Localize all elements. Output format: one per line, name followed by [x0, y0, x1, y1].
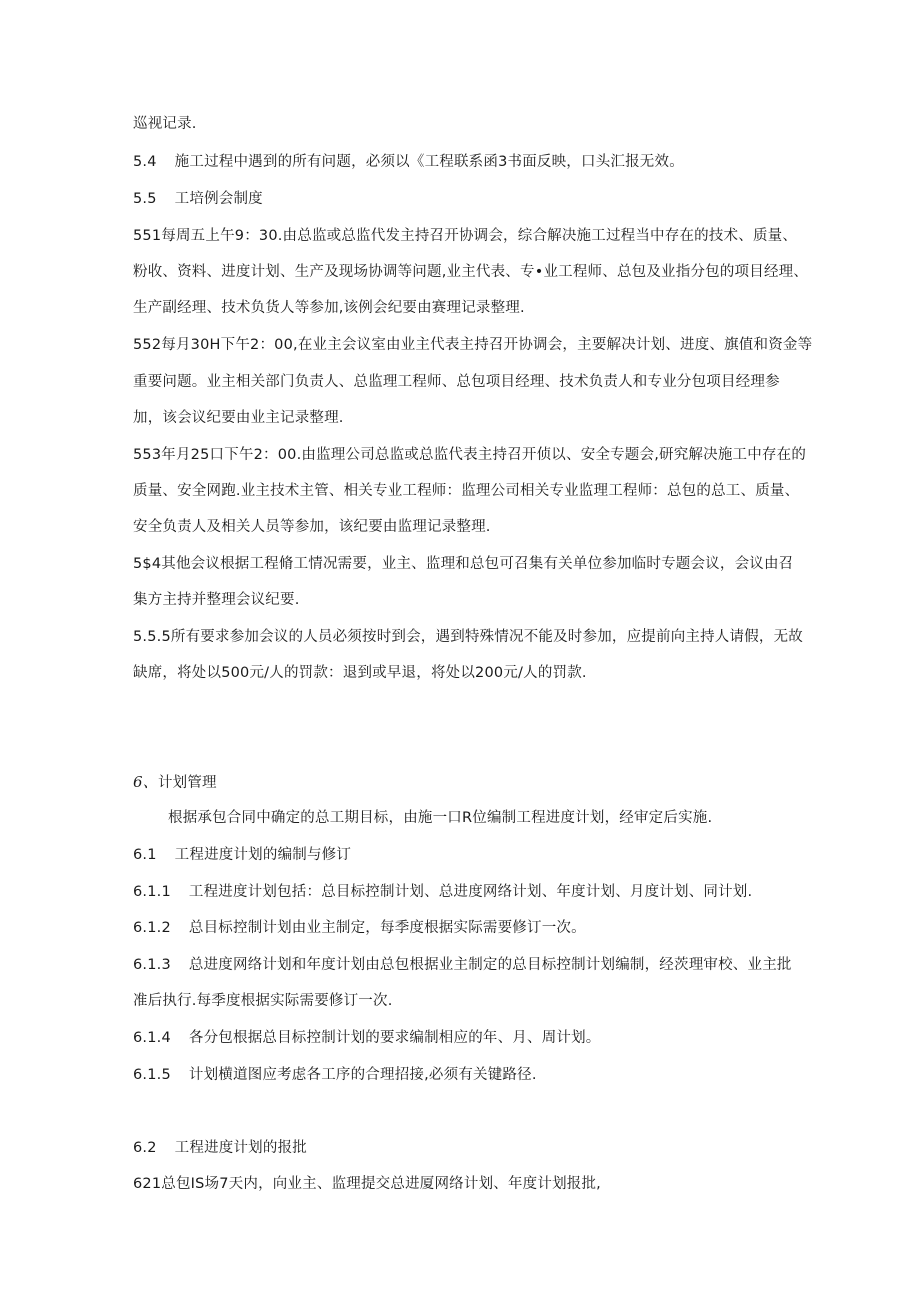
section-5-4 — [133, 152, 684, 172]
line-text: 工程进度计划的报批 — [174, 1140, 307, 1156]
line-text: 施工过程中遇到的所有问题，必须以《工程联系函3书面反映，口头汇报无效。 — [174, 154, 684, 170]
text-line — [133, 262, 808, 282]
line-text: 工程进度计划的编制与修订 — [174, 847, 352, 863]
line-text: 安全负责人及相关人员等参加，该纪要由监理记录整理. — [133, 519, 491, 535]
line-text: 巡视记录. — [133, 116, 197, 132]
line-text: 粉收、资料、进度计划、生产及现场协调等问题,业主代表、专•业工程师、总包及业指分包的项目经理、 — [133, 264, 809, 280]
section-6-heading — [133, 772, 217, 793]
text-line — [133, 554, 793, 574]
line-text: 总目标控制计划由业主制定，每季度根据实际需要修订一次。 — [188, 920, 586, 936]
line-text: 质量、安全网跑.业主技术主管、相关专业工程师：监理公司相关专业监理工程师：总包的总工、质量、 — [133, 483, 800, 499]
text-line — [133, 991, 393, 1011]
line-text: 工培例会制度 — [174, 191, 263, 207]
line-text: 集方主持并整理会议纪要. — [133, 592, 300, 608]
section-6-2 — [133, 1138, 307, 1158]
section-5-5 — [133, 189, 263, 209]
section-number: 6.1.2 — [133, 920, 171, 936]
section-6-1 — [133, 845, 351, 865]
section-number: 5.4 — [133, 154, 157, 170]
section-number: 6.1.4 — [133, 1030, 171, 1046]
text-line — [133, 517, 491, 537]
section-6-1-4 — [133, 1028, 601, 1048]
line-text: 各分包根据总目标控制计划的要求编制相应的年、月、周计划。 — [188, 1030, 601, 1046]
line-text: 总进度网络计划和年度计划由总包根据业主制定的总目标控制计划编制，经茨理审校、业主批 — [188, 957, 792, 973]
section-6-1-1 — [133, 882, 752, 902]
line-text: 根据承包合同中确定的总工期目标，由施一口R位编制工程进度计划，经审定后实施. — [168, 810, 713, 826]
text-line — [133, 335, 812, 355]
section-number: 6.1.1 — [133, 884, 171, 900]
text-line — [133, 408, 344, 428]
line-text: 621总包IS场7天内，向业主、监理提交总进厦网络计划、年度计划报批, — [133, 1176, 601, 1192]
line-text: 计划管理 — [157, 775, 217, 791]
section-number: 6、 — [133, 773, 158, 791]
text-line — [133, 590, 300, 610]
line-text: 加，该会议纪要由业主记录整理. — [133, 410, 344, 426]
text-line — [133, 481, 799, 501]
text-line — [133, 226, 797, 246]
section-6-1-3 — [133, 955, 792, 975]
line-text: 工程进度计划包括：总目标控制计划、总进度网络计划、年度计划、月度计划、同计划. — [188, 884, 753, 900]
text-line — [133, 1174, 601, 1194]
line-text: 重要问题。业主相关部门负责人、总监理工程师、总包项目经理、技术负责人和专业分包项目经理参 — [133, 374, 780, 390]
text-line — [133, 627, 803, 647]
text-line — [133, 445, 806, 465]
line-text: 准后执行.每季度根据实际需要修订一次. — [133, 993, 393, 1009]
text-line — [133, 663, 587, 683]
section-number: 6.2 — [133, 1140, 157, 1156]
section-number: 5.5 — [133, 191, 157, 207]
line-text: 缺席，将处以500元/人的罚款：退到或早退，将处以200元/人的罚款. — [133, 665, 587, 681]
text-line — [168, 808, 712, 828]
text-line — [133, 298, 525, 318]
line-text: 552每月30H下午2：00,在业主会议室由业主代表主持召开协调会，主要解决计划、进度、旗值和资金等 — [133, 337, 813, 353]
section-6-1-2 — [133, 918, 586, 938]
section-number: 6.1.3 — [133, 957, 171, 973]
line-text: 551每周五上午9：30.由总监或总监代发主持召开协调会，综合解决施工过程当中存在的技术、质量、 — [133, 228, 798, 244]
section-number: 6.1.5 — [133, 1067, 171, 1083]
line-text: 生产副经理、技术负货人等参加,该例会纪要由赛理记录整理. — [133, 300, 525, 316]
line-text: 5.5.5所有要求参加会议的人员必须按时到会，遇到特殊情况不能及时参加，应提前向主持人请假，无故 — [133, 629, 803, 645]
text-line — [133, 372, 780, 392]
line-text: 553年月25口下午2：00.由监理公司总监或总监代表主持召开侦以、安全专题会,研究解决施工中存在的 — [133, 447, 807, 463]
text-line — [133, 114, 197, 134]
section-number: 6.1 — [133, 847, 157, 863]
section-6-1-5 — [133, 1065, 537, 1085]
line-text: 5$4其他会议根据工程脩工情况需要，业主、监理和总包可召集有关单位参加临时专题会议，会议由召 — [133, 556, 794, 572]
line-text: 计划横道图应考虑各工序的合理招接,必须有关键路径. — [188, 1067, 537, 1083]
